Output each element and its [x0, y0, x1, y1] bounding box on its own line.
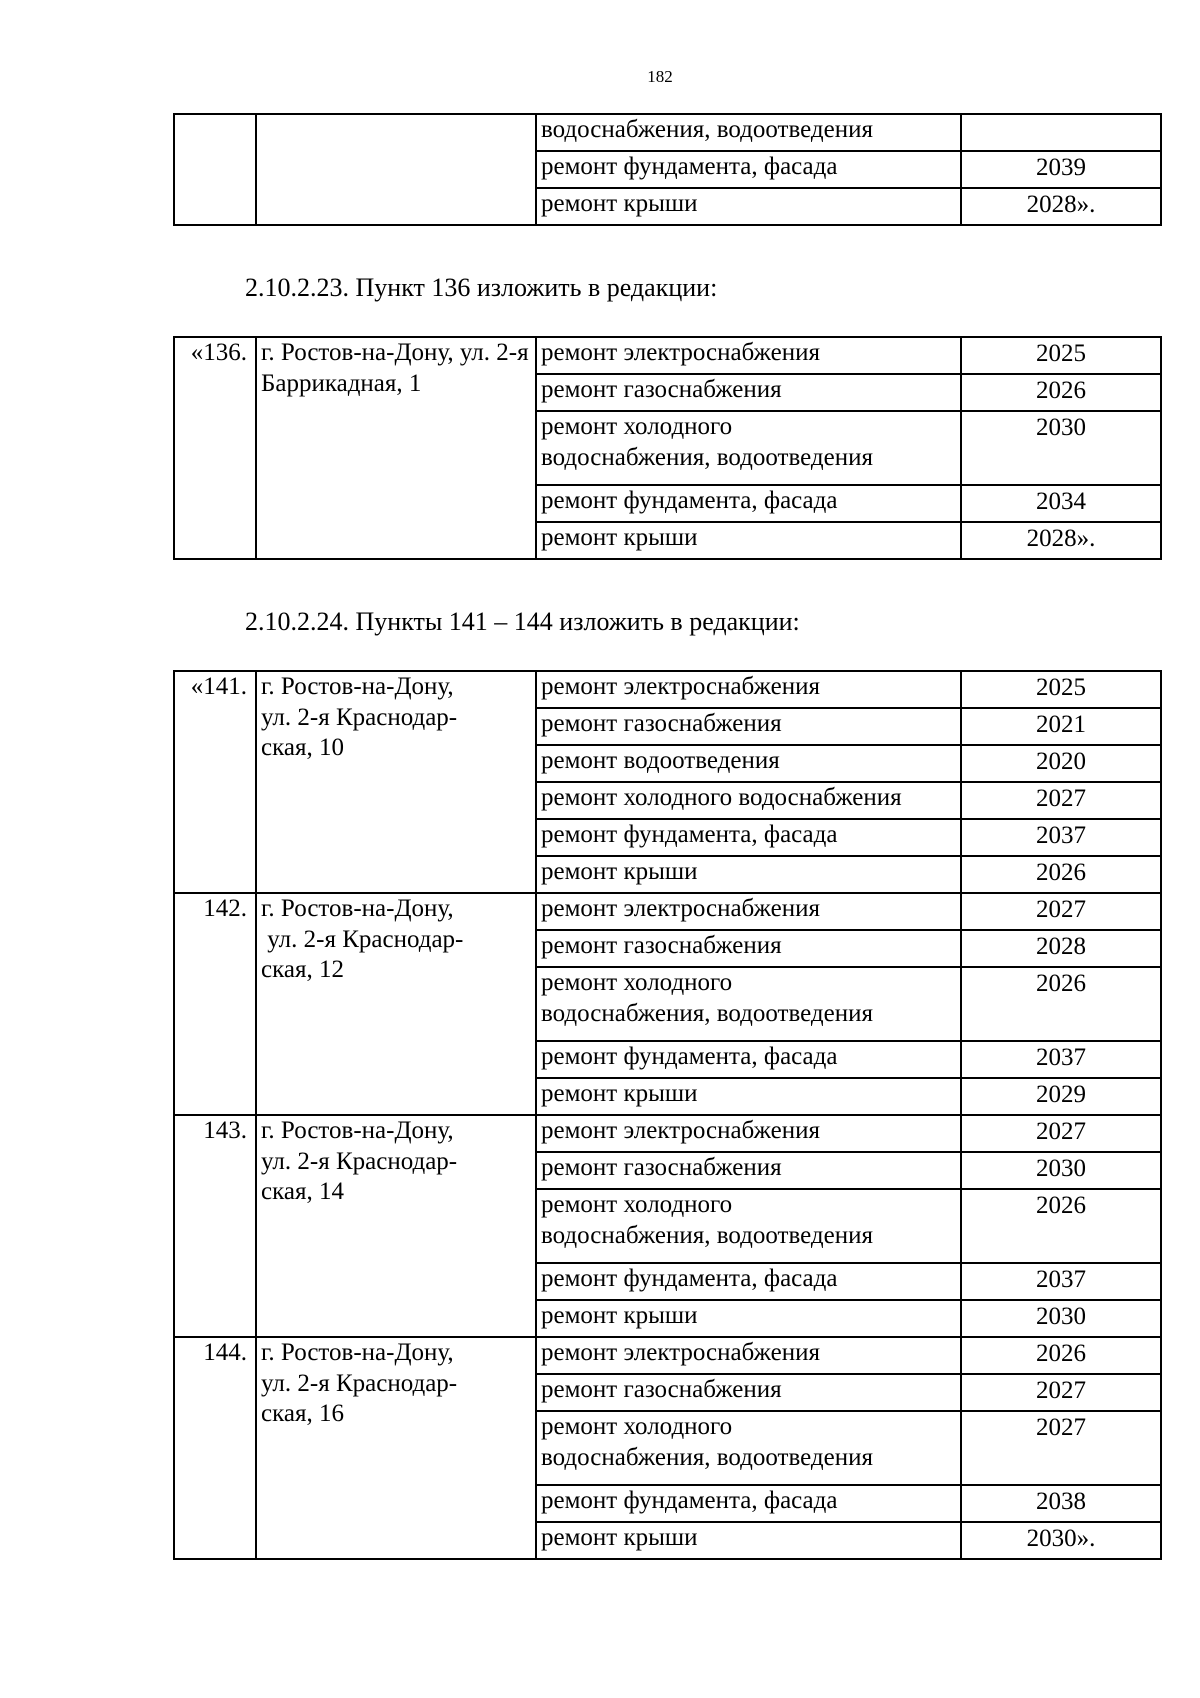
section-heading: 2.10.2.23. Пункт 136 изложить в редакции:	[245, 273, 718, 302]
address-line: г. Ростов-на-Дону,	[261, 1117, 454, 1144]
work-cell	[536, 411, 961, 485]
work-line: водоснабжения, водоотведения	[541, 1221, 873, 1249]
year-cell: 2037	[961, 1041, 1161, 1078]
work-cell: ремонт электроснабжения	[536, 1115, 961, 1152]
work-line: водоснабжения, водоотведения	[541, 1443, 873, 1471]
page-number: 182	[647, 67, 673, 86]
year-cell: 2027	[961, 1374, 1161, 1411]
year-cell	[961, 114, 1161, 151]
table-row	[174, 114, 1161, 151]
year-cell: 2030».	[961, 1522, 1161, 1559]
item-address: г. Ростов-на-Дону, ул. 2-я Баррикадная, 1	[256, 337, 536, 559]
year-cell: 2027	[961, 782, 1161, 819]
work-cell: ремонт крыши	[536, 188, 961, 225]
year-cell: 2030	[961, 1152, 1161, 1189]
work-line: ремонт холодного	[541, 969, 733, 996]
year-cell: 2030	[961, 411, 1161, 485]
year-cell: 2034	[961, 485, 1161, 522]
year-cell: 2038	[961, 1485, 1161, 1522]
year-cell: 2037	[961, 819, 1161, 856]
item-address	[256, 671, 536, 893]
num-cell	[174, 114, 256, 225]
work-cell: ремонт газоснабжения	[536, 708, 961, 745]
work-cell: ремонт крыши	[536, 522, 961, 559]
address-cell	[256, 114, 536, 225]
work-cell: ремонт электроснабжения	[536, 337, 961, 374]
item-number: «136.	[174, 337, 256, 559]
address-line: ул. 2-я Краснодар-	[267, 925, 464, 953]
year-cell: 2025	[961, 671, 1161, 708]
work-line: ремонт холодного	[541, 1191, 733, 1218]
year-cell: 2027	[961, 1115, 1161, 1152]
work-cell: ремонт фундамента, фасада	[536, 1485, 961, 1522]
work-cell: ремонт фундамента, фасада	[536, 1041, 961, 1078]
item-address	[256, 1115, 536, 1337]
work-cell: ремонт фундамента, фасада	[536, 819, 961, 856]
item-number: 144.	[174, 1337, 256, 1559]
address-line: г. Ростов-на-Дону,	[261, 895, 454, 922]
address-line: ул. 2-я Краснодар-	[261, 703, 458, 731]
items-141-144-table	[173, 670, 1162, 1560]
year-cell: 2027	[961, 893, 1161, 930]
year-cell: 2028	[961, 930, 1161, 967]
year-cell: 2026	[961, 1337, 1161, 1374]
continuation-table	[173, 113, 1162, 226]
address-line: ская, 16	[261, 1400, 344, 1427]
year-cell: 2020	[961, 745, 1161, 782]
address-line: г. Ростов-на-Дону,	[261, 673, 454, 700]
item-number: 142.	[174, 893, 256, 1115]
work-cell: ремонт электроснабжения	[536, 1337, 961, 1374]
work-cell	[536, 1411, 961, 1485]
address-line: г. Ростов-на-Дону,	[261, 1339, 454, 1366]
work-cell	[536, 1189, 961, 1263]
work-cell: ремонт электроснабжения	[536, 893, 961, 930]
work-cell: ремонт газоснабжения	[536, 1374, 961, 1411]
year-cell: 2039	[961, 151, 1161, 188]
year-cell: 2028».	[961, 522, 1161, 559]
address-line: ская, 14	[261, 1178, 344, 1205]
table-row	[174, 1337, 1161, 1374]
work-cell: ремонт фундамента, фасада	[536, 1263, 961, 1300]
year-cell: 2026	[961, 374, 1161, 411]
table-row	[174, 1115, 1161, 1152]
year-cell: 2029	[961, 1078, 1161, 1115]
table-row	[174, 671, 1161, 708]
year-cell: 2037	[961, 1263, 1161, 1300]
work-cell: ремонт холодного водоснабжения	[536, 782, 961, 819]
work-cell: ремонт газоснабжения	[536, 374, 961, 411]
year-cell: 2026	[961, 967, 1161, 1041]
table-row	[174, 893, 1161, 930]
section-heading: 2.10.2.24. Пункты 141 – 144 изложить в редакции:	[245, 607, 800, 636]
year-cell: 2028».	[961, 188, 1161, 225]
item-136-table	[173, 336, 1162, 560]
item-address	[256, 893, 536, 1115]
work-line: ремонт холодного	[541, 413, 733, 440]
item-address	[256, 1337, 536, 1559]
work-cell: ремонт крыши	[536, 856, 961, 893]
work-cell: ремонт крыши	[536, 1522, 961, 1559]
work-cell: ремонт крыши	[536, 1300, 961, 1337]
year-cell: 2026	[961, 1189, 1161, 1263]
year-cell: 2030	[961, 1300, 1161, 1337]
work-cell: ремонт крыши	[536, 1078, 961, 1115]
work-line: водоснабжения, водоотведения	[541, 999, 873, 1027]
year-cell: 2021	[961, 708, 1161, 745]
work-cell: водоснабжения, водоотведения	[536, 114, 961, 151]
address-line: ская, 10	[261, 734, 344, 761]
work-line: ремонт холодного	[541, 1413, 733, 1440]
work-cell: ремонт газоснабжения	[536, 1152, 961, 1189]
year-cell: 2027	[961, 1411, 1161, 1485]
work-cell: ремонт электроснабжения	[536, 671, 961, 708]
item-number: 143.	[174, 1115, 256, 1337]
item-number: «141.	[174, 671, 256, 893]
work-cell: ремонт водоотведения	[536, 745, 961, 782]
work-cell: ремонт фундамента, фасада	[536, 151, 961, 188]
year-cell: 2026	[961, 856, 1161, 893]
address-line: ул. 2-я Краснодар-	[261, 1369, 458, 1397]
address-line: ул. 2-я Краснодар-	[261, 1147, 458, 1175]
work-cell: ремонт фундамента, фасада	[536, 485, 961, 522]
year-cell: 2025	[961, 337, 1161, 374]
address-line: ская, 12	[261, 956, 344, 983]
work-cell	[536, 967, 961, 1041]
work-cell: ремонт газоснабжения	[536, 930, 961, 967]
table-row	[174, 337, 1161, 374]
work-line: водоснабжения, водоотведения	[541, 443, 873, 471]
